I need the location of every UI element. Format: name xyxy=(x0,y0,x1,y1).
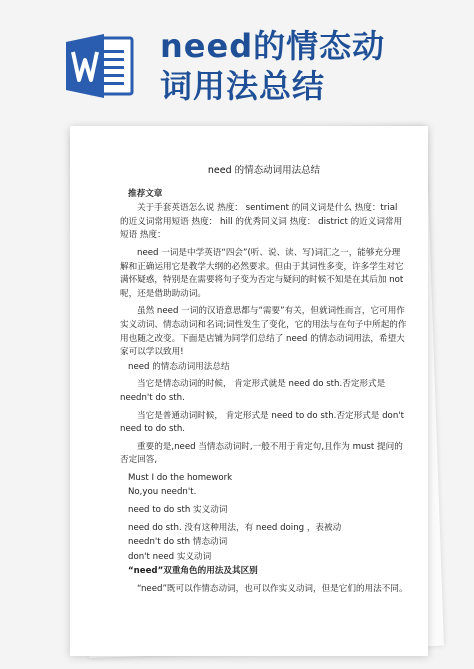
paragraph: 重要的是,need 当情态动词时,一般不用于肯定句,且作为 must 提问的否定回答, xyxy=(120,441,403,466)
example-line: No,you needn't. xyxy=(128,487,197,498)
document-title: need 的情态动词用法总结 xyxy=(207,165,321,176)
paragraph: 当它是普通动词时候， 肯定形式是 need to do sth.否定形式是 don't need to do sth. xyxy=(120,410,404,435)
document-page xyxy=(70,126,428,656)
word-doc-icon xyxy=(64,32,136,100)
paragraph: “need”既可以作情态动词，也可以作实义动词，但是它们的用法不同。 xyxy=(137,584,408,595)
example-line: don't need 实义动词 xyxy=(128,551,212,562)
paragraph: need 一词是中学英语“四会”(听、说、读、写)词汇之一，能够充分理解和正确运用它是教学大纲的必然要求。但由于其词性多变，许多学生对它满怀疑惑，特别是在需要将句子变为否定与疑问的时候不知是在其后加 not 呢，还是借助助动词。 xyxy=(120,247,404,299)
section-label: 推荐文章 xyxy=(128,188,163,199)
header-banner xyxy=(0,0,474,110)
paragraph: 关于手套英语怎么说 热度： sentiment 的同义词是什么 热度：trial 的近义词常用短语 热度： hill 的优秀同义词 热度： district 的近义词常用短语 热度： xyxy=(120,203,403,241)
subheading: need 的情态动词用法总结 xyxy=(128,361,230,372)
page-title xyxy=(160,26,460,106)
title-line-2: 词用法总结 xyxy=(160,67,326,105)
paragraph: 当它是情态动词的时候， 肯定形式就是 need do sth.否定形式是 needn't do sth. xyxy=(120,379,386,403)
example-line: need to do sth 实义动词 xyxy=(128,505,228,516)
subheading: “need”双重角色的用法及其区别 xyxy=(128,566,258,577)
paragraph: 虽然 need 一词的汉语意思都与“需要”有关，但就词性而言，它可用作实义动词、情态动词和名词;词性发生了变化，它的用法与在句子中所起的作用也随之改变。下面是店铺为同学们总结了 need 的情态动词用法，希望大家可以学以致用! xyxy=(120,306,407,358)
example-line: Must I do the homework xyxy=(128,472,233,483)
example-line: need do sth. 没有这种用法，有 need doing ，表被动 xyxy=(128,522,342,533)
title-line-1: need的情态动 xyxy=(160,27,386,65)
example-line: needn't do sth 情态动词 xyxy=(128,537,228,548)
